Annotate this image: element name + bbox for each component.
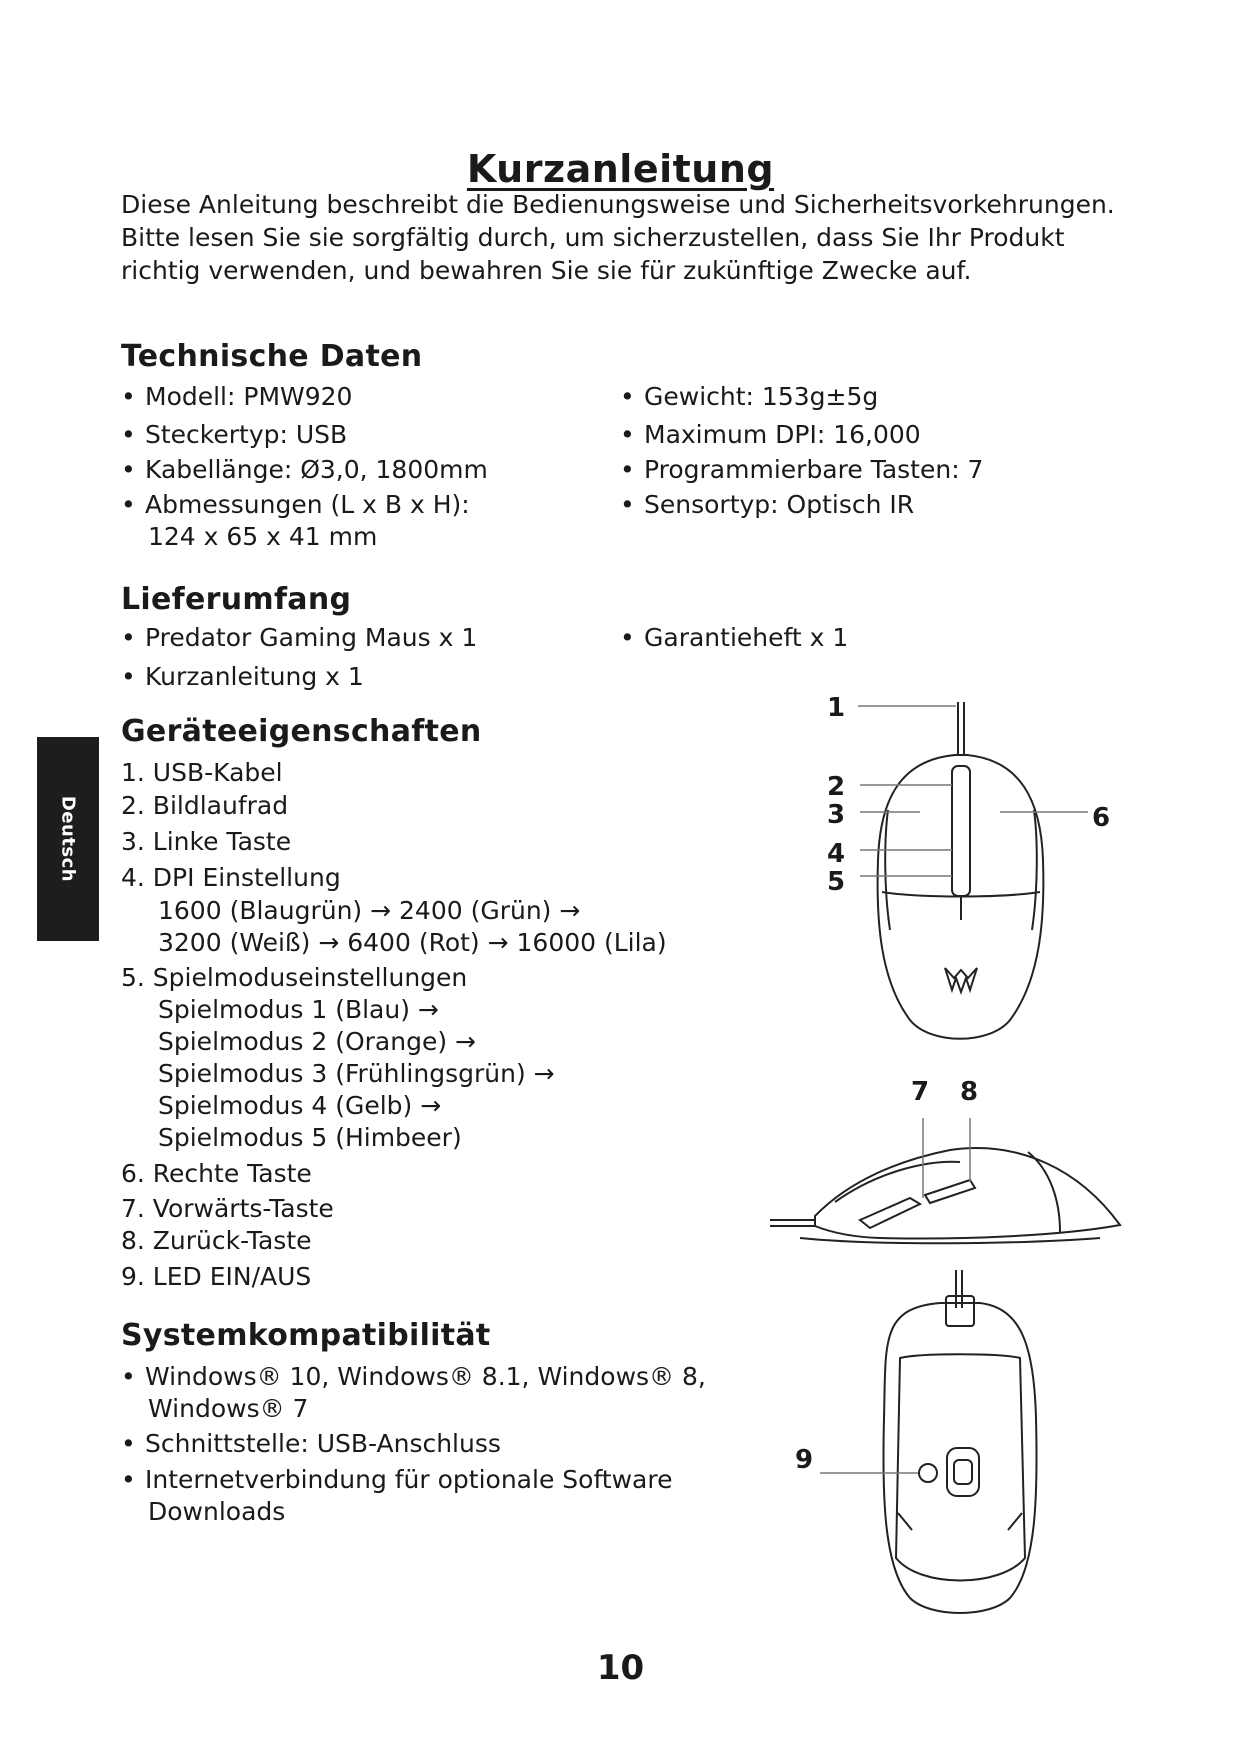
features-heading: Geräteeigenschaften (121, 714, 482, 749)
callout-label: 9 (795, 1445, 814, 1475)
game-mode-line: Spielmodus 5 (Himbeer) (158, 1123, 462, 1152)
compat-item-continuation: Downloads (148, 1497, 286, 1526)
callout-label: 5 (827, 867, 846, 897)
feature-item: 1. USB-Kabel (121, 758, 283, 787)
mouse-side-view (760, 1110, 1130, 1260)
page-title: Kurzanleitung (466, 147, 775, 192)
callout-label: 3 (827, 800, 846, 830)
feature-item: 7. Vorwärts-Taste (121, 1194, 334, 1223)
callout-label: 4 (827, 839, 846, 869)
language-side-tab (37, 737, 99, 941)
callout-label: 2 (827, 772, 846, 802)
callout-label: 7 (911, 1077, 930, 1107)
feature-item: 5. Spielmoduseinstellungen (121, 963, 468, 992)
specs-heading: Technische Daten (121, 339, 423, 374)
mouse-top-view (840, 690, 1110, 1060)
page-number: 10 (596, 1648, 645, 1688)
feature-item: 2. Bildlaufrad (121, 791, 289, 820)
dpi-cycle-line: 3200 (Weiß) → 6400 (Rot) → 16000 (Lila) (158, 928, 667, 957)
feature-item: 8. Zurück-Taste (121, 1226, 312, 1255)
game-mode-line: Spielmodus 1 (Blau) → (158, 995, 439, 1024)
callout-label: 1 (827, 693, 846, 723)
compat-heading: Systemkompatibilität (121, 1318, 491, 1353)
feature-item: 9. LED EIN/AUS (121, 1262, 312, 1291)
feature-item: 4. DPI Einstellung (121, 863, 341, 892)
intro-paragraph: Diese Anleitung beschreibt die Bedienungsweise und Sicherheitsvorkehrungen. Bitte lesen Sie sie sorgfältig durch, um sicherzustellen, dass Sie Ihr Produkt richtig verwenden, und bewahren Sie sie für zukünftige Zwecke auf. (121, 190, 1115, 285)
game-mode-line: Spielmodus 4 (Gelb) → (158, 1091, 442, 1120)
compat-item-continuation: Windows® 7 (148, 1394, 309, 1423)
mouse-bottom-view (820, 1268, 1090, 1628)
game-mode-line: Spielmodus 3 (Frühlingsgrün) → (158, 1059, 555, 1088)
feature-item: 3. Linke Taste (121, 827, 292, 856)
package-heading: Lieferumfang (121, 582, 352, 617)
callout-label: 8 (960, 1077, 979, 1107)
feature-item: 6. Rechte Taste (121, 1159, 312, 1188)
language-label: Deutsch (57, 795, 79, 883)
callout-label: 6 (1092, 803, 1111, 833)
dpi-cycle-line: 1600 (Blaugrün) → 2400 (Grün) → (158, 896, 581, 925)
spec-item-continuation: 124 x 65 x 41 mm (148, 522, 378, 551)
game-mode-line: Spielmodus 2 (Orange) → (158, 1027, 476, 1056)
